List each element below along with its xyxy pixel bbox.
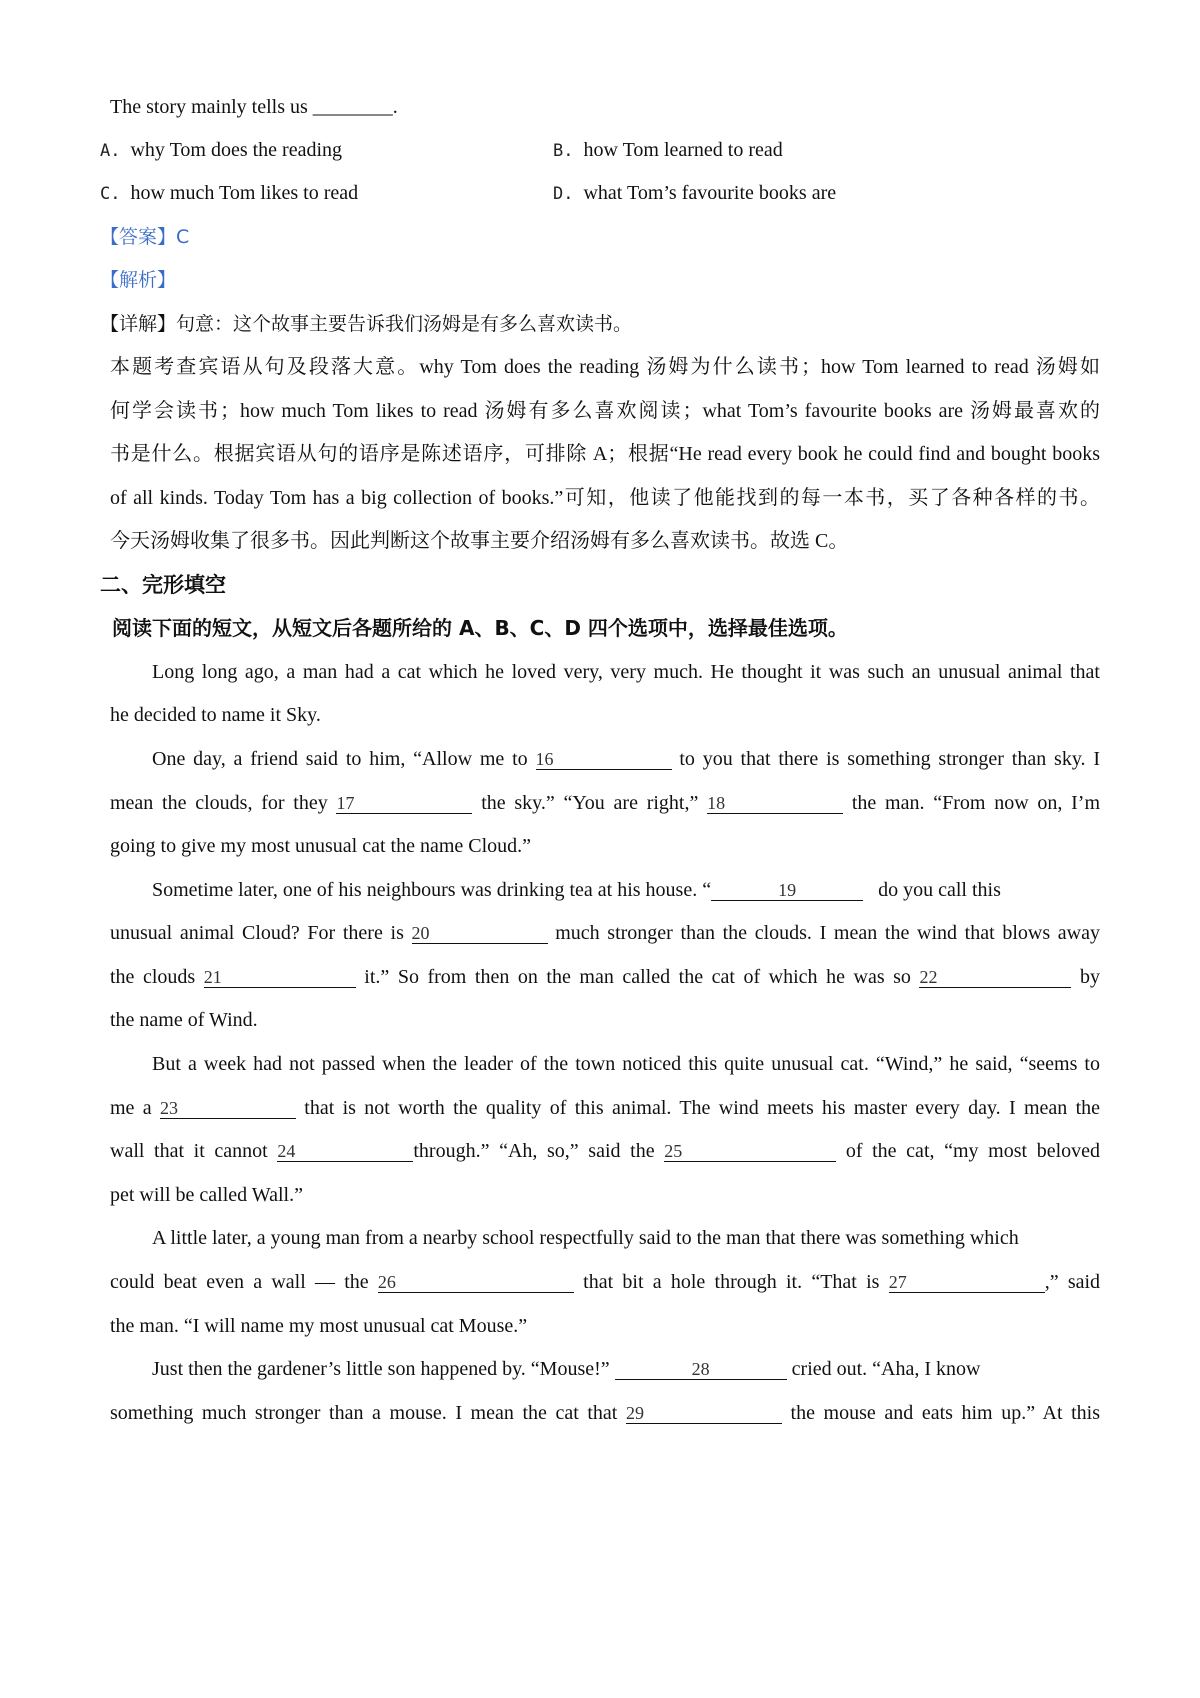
passage-line <box>110 1093 1100 1123</box>
section-instruction: 阅读下面的短文，从短文后各题所给的 A、B、C、D 四个选项中，选择最佳选项。 <box>112 616 848 640</box>
option-letter: C. <box>100 184 121 204</box>
passage-line <box>110 962 1100 992</box>
blank-23[interactable]: 23 <box>160 1098 296 1119</box>
passage-text: ,” said <box>1044 1271 1101 1293</box>
answer-line <box>100 222 189 252</box>
passage-text: much stronger than the clouds. I mean the wind that blows away <box>555 922 1100 944</box>
passage-text: the mouse and eats him up.” At this <box>790 1402 1101 1424</box>
passage-text: by <box>1080 966 1101 988</box>
explanation-line: 书是什么。根据宾语从句的语序是陈述语序，可排除 A；根据“He read every book he could find and bought books <box>110 443 1100 465</box>
passage-text: the man. “From now on, I’m <box>851 792 1101 814</box>
passage-text: cried out. “Aha, I know <box>791 1358 981 1380</box>
blank-22[interactable]: 22 <box>919 967 1071 988</box>
passage-line: the man. “I will name my most unusual cat Mouse.” <box>110 1315 528 1337</box>
passage-text: Sometime later, one of his neighbours was drinking tea at his house. “ <box>152 879 712 901</box>
passage-text: mean the clouds, for they <box>110 792 328 814</box>
detail-text: 句意：这个故事主要告诉我们汤姆是有多么喜欢读书。 <box>176 313 633 335</box>
passage-text: wall that it cannot <box>110 1140 268 1162</box>
passage-line: pet will be called Wall.” <box>110 1184 303 1206</box>
passage-line <box>110 875 1001 905</box>
passage-line: the name of Wind. <box>110 1009 258 1031</box>
option-text: what Tom’s favourite books are <box>583 182 837 204</box>
passage-text: of the cat, “my most beloved <box>845 1140 1101 1162</box>
passage-text: unusual animal Cloud? For there is <box>110 922 404 944</box>
passage-line: Long long ago, a man had a cat which he loved very, very much. He thought it was such an unusual animal that <box>152 661 1100 683</box>
passage-line: going to give my most unusual cat the name Cloud.” <box>110 835 532 857</box>
passage-text: that bit a hole through it. “That is <box>583 1271 880 1293</box>
blank-24[interactable]: 24 <box>277 1141 413 1162</box>
option-text: how Tom learned to read <box>583 139 783 161</box>
blank-18[interactable]: 18 <box>707 793 843 814</box>
passage-text: One day, a friend said to him, “Allow me to <box>152 748 528 770</box>
explanation-line: 本题考查宾语从句及段落大意。why Tom does the reading 汤姆为什么读书；how Tom learned to read 汤姆如 <box>110 356 1100 378</box>
option-text: why Tom does the reading <box>130 139 343 161</box>
passage-text: me a <box>110 1097 152 1119</box>
passage-line <box>110 1136 1100 1166</box>
blank-25[interactable]: 25 <box>664 1141 836 1162</box>
passage-text: to you that there is something stronger than sky. I <box>679 748 1101 770</box>
passage-text: the sky.” “You are right,” <box>481 792 699 814</box>
explanation-line: of all kinds. Today Tom has a big collection of books.”可知，他读了他能找到的每一本书，买了各种各样的书。 <box>110 487 1100 509</box>
explanation-line: 今天汤姆收集了很多书。因此判断这个故事主要介绍汤姆有多么喜欢读书。故选 C。 <box>110 530 849 552</box>
passage-line <box>110 788 1100 818</box>
passage-line <box>110 1354 980 1384</box>
option-d <box>553 178 836 209</box>
passage-text: it.” So from then on the man called the cat of which he was so <box>364 966 911 988</box>
answer-value: C <box>176 226 190 248</box>
option-b <box>553 135 783 166</box>
blank-26[interactable]: 26 <box>378 1272 574 1293</box>
passage-line: he decided to name it Sky. <box>110 704 321 726</box>
option-text: how much Tom likes to read <box>130 182 359 204</box>
passage-text: through.” “Ah, so,” said the <box>413 1140 655 1162</box>
passage-line <box>110 1267 1100 1297</box>
detail-line <box>100 309 632 339</box>
passage-text: do you call this <box>878 879 1001 901</box>
blank-21[interactable]: 21 <box>204 967 356 988</box>
passage-text: Just then the gardener’s little son happened by. “Mouse!” <box>152 1358 610 1380</box>
option-letter: D. <box>553 184 574 204</box>
blank-19[interactable]: 19 <box>711 880 863 901</box>
question-stem: The story mainly tells us ________. <box>110 96 398 118</box>
blank-28[interactable]: 28 <box>615 1359 787 1380</box>
passage-line <box>110 1398 1100 1428</box>
blank-27[interactable]: 27 <box>889 1272 1045 1293</box>
passage-line <box>110 918 1100 948</box>
blank-29[interactable]: 29 <box>626 1403 782 1424</box>
detail-label: 【详解】 <box>100 313 177 335</box>
passage-line: A little later, a young man from a nearby school respectfully said to the man that there was something which <box>152 1227 1019 1249</box>
option-letter: B. <box>553 141 574 161</box>
option-c <box>100 178 358 209</box>
passage-text: could beat even a wall — the <box>110 1271 369 1293</box>
passage-text: something much stronger than a mouse. I mean the cat that <box>110 1402 618 1424</box>
blank-17[interactable]: 17 <box>336 793 472 814</box>
explanation-line: 何学会读书；how much Tom likes to read 汤姆有多么喜欢阅读；what Tom’s favourite books are 汤姆最喜欢的 <box>110 400 1100 422</box>
section-title: 二、完形填空 <box>100 573 226 597</box>
analysis-label <box>100 265 176 295</box>
option-letter: A. <box>100 141 121 161</box>
passage-text: that is not worth the quality of this animal. The wind meets his master every day. I mean the <box>304 1097 1101 1119</box>
analysis-label-text: 【解析】 <box>100 269 177 291</box>
answer-label: 【答案】 <box>100 226 177 248</box>
blank-20[interactable]: 20 <box>412 923 548 944</box>
blank-16[interactable]: 16 <box>536 749 672 770</box>
passage-line <box>110 744 1100 774</box>
option-a <box>100 135 342 166</box>
passage-text: the clouds <box>110 966 196 988</box>
passage-line: But a week had not passed when the leader of the town noticed this quite unusual cat. “Wind,” he said, “seems to <box>152 1053 1100 1075</box>
